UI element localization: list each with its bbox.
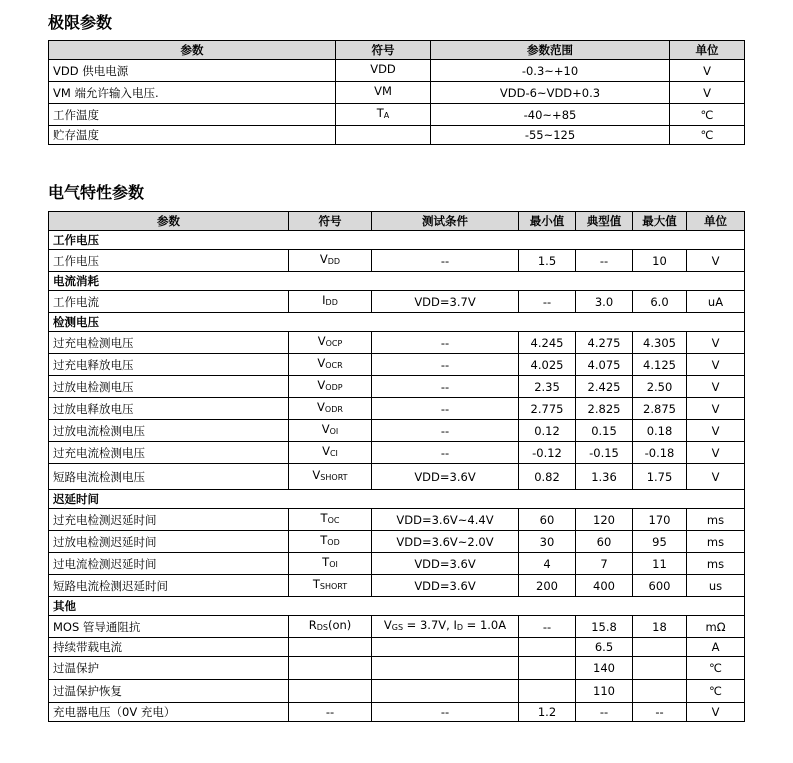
typ-cell: 2.825 — [576, 398, 633, 420]
symbol-cell: $V_{DD}$ — [289, 250, 372, 272]
min-cell: 60 — [519, 509, 576, 531]
min-cell: 4.025 — [519, 354, 576, 376]
section-row — [49, 597, 745, 616]
max-cell — [633, 638, 687, 657]
unit-cell: V — [687, 376, 745, 398]
section-row — [49, 272, 745, 291]
max-cell: 4.305 — [633, 332, 687, 354]
max-cell — [633, 680, 687, 703]
symbol-cell: $V_{ODP}$ — [289, 376, 372, 398]
min-cell: 200 — [519, 575, 576, 597]
table-row — [49, 354, 745, 376]
min-cell: 4 — [519, 553, 576, 575]
header-min: 最小值 — [519, 212, 576, 231]
symbol-cell: -- — [289, 703, 372, 722]
table-header-row — [49, 41, 745, 60]
symbol-cell — [289, 638, 372, 657]
symbol-cell: $T_{SHORT}$ — [289, 575, 372, 597]
range-cell: VDD-6~VDD+0.3 — [431, 82, 670, 104]
header-symbol: 符号 — [336, 41, 431, 60]
symbol-cell: $T_{OD}$ — [289, 531, 372, 553]
unit-cell: V — [687, 442, 745, 464]
condition-cell: VDD=3.6V — [372, 575, 519, 597]
table-row — [49, 442, 745, 464]
typ-cell: 2.425 — [576, 376, 633, 398]
range-cell: -0.3~+10 — [431, 60, 670, 82]
typ-cell: 110 — [576, 680, 633, 703]
min-cell: 0.82 — [519, 464, 576, 490]
min-cell: -- — [519, 291, 576, 313]
param-cell: 过放电释放电压 — [49, 398, 289, 420]
table-row — [49, 104, 745, 126]
unit-cell: V — [687, 250, 745, 272]
header-param: 参数 — [49, 212, 289, 231]
symbol-cell: $I_{DD}$ — [289, 291, 372, 313]
typ-cell: 7 — [576, 553, 633, 575]
condition-cell: -- — [372, 332, 519, 354]
header-unit: 单位 — [687, 212, 745, 231]
min-cell: 0.12 — [519, 420, 576, 442]
condition-cell: -- — [372, 376, 519, 398]
max-cell: -- — [633, 703, 687, 722]
condition-cell: VDD=3.6V — [372, 553, 519, 575]
param-cell: 过温保护 — [49, 657, 289, 680]
typ-cell: 15.8 — [576, 616, 633, 638]
max-cell: 6.0 — [633, 291, 687, 313]
param-cell: 工作温度 — [49, 104, 336, 126]
param-cell: 充电器电压（0V 充电） — [49, 703, 289, 722]
param-cell: VM 端允许输入电压. — [49, 82, 336, 104]
max-cell: 600 — [633, 575, 687, 597]
param-cell: 工作电压 — [49, 250, 289, 272]
param-cell: 短路电流检测迟延时间 — [49, 575, 289, 597]
table-row — [49, 332, 745, 354]
section-row — [49, 490, 745, 509]
typ-cell: -- — [576, 703, 633, 722]
param-cell: 过放电检测迟延时间 — [49, 531, 289, 553]
section-row — [49, 231, 745, 250]
table-row — [49, 250, 745, 272]
min-cell: 2.35 — [519, 376, 576, 398]
header-typ: 典型值 — [576, 212, 633, 231]
section-label: 其他 — [49, 597, 745, 616]
max-cell: 2.50 — [633, 376, 687, 398]
table-row — [49, 638, 745, 657]
condition-cell: VDD=3.7V — [372, 291, 519, 313]
unit-cell: V — [687, 420, 745, 442]
condition-cell: -- — [372, 703, 519, 722]
max-cell: 11 — [633, 553, 687, 575]
table-row — [49, 531, 745, 553]
typ-cell: 120 — [576, 509, 633, 531]
header-condition: 测试条件 — [372, 212, 519, 231]
unit-cell: V — [687, 354, 745, 376]
typ-cell: 1.36 — [576, 464, 633, 490]
typ-cell: 140 — [576, 657, 633, 680]
table-row — [49, 509, 745, 531]
symbol-cell: $V_{CI}$ — [289, 442, 372, 464]
condition-cell: -- — [372, 420, 519, 442]
symbol-cell: $V_{ODR}$ — [289, 398, 372, 420]
section-label: 迟延时间 — [49, 490, 745, 509]
header-range: 参数范围 — [431, 41, 670, 60]
max-cell: 10 — [633, 250, 687, 272]
min-cell: 2.775 — [519, 398, 576, 420]
unit-cell: ms — [687, 509, 745, 531]
param-cell: 过温保护恢复 — [49, 680, 289, 703]
condition-cell: VDD=3.6V~2.0V — [372, 531, 519, 553]
condition-cell: VDD=3.6V~4.4V — [372, 509, 519, 531]
condition-cell: -- — [372, 354, 519, 376]
unit-cell: ms — [687, 531, 745, 553]
min-cell: -- — [519, 616, 576, 638]
max-cell: 1.75 — [633, 464, 687, 490]
condition-cell — [372, 657, 519, 680]
symbol-cell: $V_{OI}$ — [289, 420, 372, 442]
section-row — [49, 313, 745, 332]
section-label: 工作电压 — [49, 231, 745, 250]
table-row — [49, 680, 745, 703]
min-cell: -0.12 — [519, 442, 576, 464]
param-cell: 过充电检测迟延时间 — [49, 509, 289, 531]
max-cell: 95 — [633, 531, 687, 553]
typ-cell: 400 — [576, 575, 633, 597]
typ-cell: 60 — [576, 531, 633, 553]
max-cell — [633, 657, 687, 680]
table-row — [49, 657, 745, 680]
unit-cell: A — [687, 638, 745, 657]
condition-cell: -- — [372, 250, 519, 272]
header-symbol: 符号 — [289, 212, 372, 231]
table-row — [49, 464, 745, 490]
unit-cell: uA — [687, 291, 745, 313]
param-cell: 过放电检测电压 — [49, 376, 289, 398]
param-cell: 工作电流 — [49, 291, 289, 313]
electrical-title: 电气特性参数 — [48, 183, 145, 202]
condition-cell: -- — [372, 398, 519, 420]
unit-cell: V — [687, 703, 745, 722]
symbol-cell — [289, 657, 372, 680]
symbol-cell: $T_{OC}$ — [289, 509, 372, 531]
symbol-cell: $V_{OCR}$ — [289, 354, 372, 376]
limits-title: 极限参数 — [48, 13, 113, 32]
typ-cell: -- — [576, 250, 633, 272]
table-row — [49, 420, 745, 442]
param-cell: MOS 管导通阻抗 — [49, 616, 289, 638]
typ-cell: 4.075 — [576, 354, 633, 376]
param-cell: 过放电流检测电压 — [49, 420, 289, 442]
typ-cell: -0.15 — [576, 442, 633, 464]
max-cell: 170 — [633, 509, 687, 531]
typ-cell: 4.275 — [576, 332, 633, 354]
param-cell: 过充电流检测电压 — [49, 442, 289, 464]
table-row — [49, 126, 745, 145]
symbol-cell — [336, 126, 431, 145]
symbol-cell: VDD — [336, 60, 431, 82]
table-row — [49, 553, 745, 575]
param-cell: 贮存温度 — [49, 126, 336, 145]
limits-table — [48, 40, 745, 145]
param-cell: 过充电检测电压 — [49, 332, 289, 354]
table-row — [49, 616, 745, 638]
header-max: 最大值 — [633, 212, 687, 231]
unit-cell: mΩ — [687, 616, 745, 638]
param-cell: 过电流检测迟延时间 — [49, 553, 289, 575]
min-cell — [519, 680, 576, 703]
range-cell: -55~125 — [431, 126, 670, 145]
typ-cell: 3.0 — [576, 291, 633, 313]
unit-cell: V — [687, 398, 745, 420]
symbol-cell: VM — [336, 82, 431, 104]
table-row — [49, 82, 745, 104]
section-label: 检测电压 — [49, 313, 745, 332]
table-row — [49, 291, 745, 313]
unit-cell: ℃ — [687, 680, 745, 703]
unit-cell: V — [687, 464, 745, 490]
unit-cell: ℃ — [670, 126, 745, 145]
param-cell: VDD 供电电源 — [49, 60, 336, 82]
table-row — [49, 376, 745, 398]
param-cell: 过充电释放电压 — [49, 354, 289, 376]
range-cell: -40~+85 — [431, 104, 670, 126]
max-cell: 2.875 — [633, 398, 687, 420]
table-header-row — [49, 212, 745, 231]
condition-cell: -- — [372, 442, 519, 464]
unit-cell: V — [670, 60, 745, 82]
condition-cell: $V_{GS} = 3.7V$, $I_D = 1.0A$ — [372, 616, 519, 638]
min-cell: 1.2 — [519, 703, 576, 722]
unit-cell: ℃ — [670, 104, 745, 126]
section-label: 电流消耗 — [49, 272, 745, 291]
unit-cell: ℃ — [687, 657, 745, 680]
electrical-table — [48, 211, 745, 722]
unit-cell: V — [670, 82, 745, 104]
unit-cell: ms — [687, 553, 745, 575]
min-cell — [519, 657, 576, 680]
symbol-cell: $V_{OCP}$ — [289, 332, 372, 354]
max-cell: 0.18 — [633, 420, 687, 442]
unit-cell: us — [687, 575, 745, 597]
param-cell: 持续带载电流 — [49, 638, 289, 657]
max-cell: 18 — [633, 616, 687, 638]
symbol-cell — [289, 680, 372, 703]
max-cell: -0.18 — [633, 442, 687, 464]
min-cell — [519, 638, 576, 657]
condition-cell: VDD=3.6V — [372, 464, 519, 490]
condition-cell — [372, 638, 519, 657]
table-row — [49, 60, 745, 82]
symbol-cell: $R_{DS}(on)$ — [289, 616, 372, 638]
typ-cell: 0.15 — [576, 420, 633, 442]
header-param: 参数 — [49, 41, 336, 60]
param-cell: 短路电流检测电压 — [49, 464, 289, 490]
unit-cell: V — [687, 332, 745, 354]
min-cell: 4.245 — [519, 332, 576, 354]
header-unit: 单位 — [670, 41, 745, 60]
symbol-cell: $T_A$ — [336, 104, 431, 126]
min-cell: 1.5 — [519, 250, 576, 272]
max-cell: 4.125 — [633, 354, 687, 376]
min-cell: 30 — [519, 531, 576, 553]
symbol-cell: $V_{SHORT}$ — [289, 464, 372, 490]
table-row — [49, 398, 745, 420]
typ-cell: 6.5 — [576, 638, 633, 657]
table-row — [49, 575, 745, 597]
symbol-cell: $T_{OI}$ — [289, 553, 372, 575]
condition-cell — [372, 680, 519, 703]
table-row — [49, 703, 745, 722]
